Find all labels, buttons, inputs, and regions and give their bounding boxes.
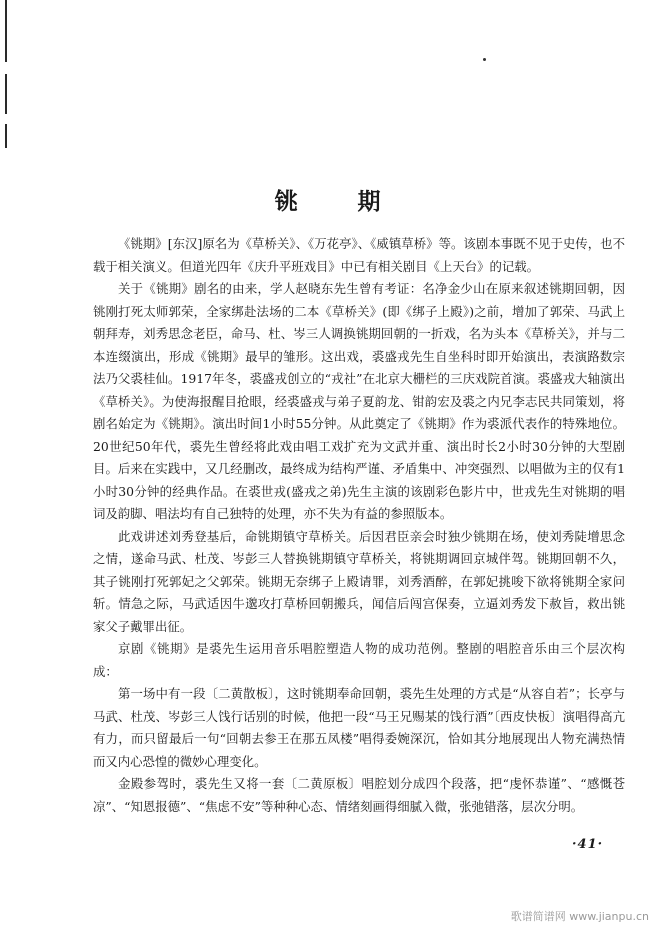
scan-edge-mark xyxy=(5,74,7,114)
paragraph: 京剧《铫期》是裘先生运用音乐唱腔塑造人物的成功范例。整剧的唱腔音乐由三个层次构成： xyxy=(93,641,625,679)
paragraph: 此戏讲述刘秀登基后，命铫期镇守草桥关。后因君臣亲会时独少铫期在场，使刘秀陡增思念之情，遂命马武、杜茂、岑彭三人替换铫期镇守草桥关，将铫期调回京城伴驾。铫期回朝不久，其子铫刚打死郭妃之父郭荣。铫期无奈绑子上殿请罪，刘秀酒醉，在郭妃挑唆下欲将铫期全家问斩。情急之际，马武适因牛邈攻打草桥回朝搬兵，闻信后闯宫保奏，立逼刘秀发下赦旨，救出铫家父子戴罪出征。 xyxy=(93,528,625,634)
paragraph: 金殿参驾时，裘先生又将一套〔二黄原板〕唱腔划分成四个段落，把“虔怀恭谨”、“感慨苍凉”、“知恩报德”、“焦虑不安”等种种心态、情绪刻画得细腻入微，张弛错落，层次分明。 xyxy=(93,776,625,814)
paragraph: 《铫期》[东汉]原名为《草桥关》、《万花亭》、《威镇草桥》等。该剧本事既不见于史传，也不载于相关演义。但道光四年《庆升平班戏目》中已有相关剧目《上天台》的记载。 xyxy=(93,236,625,274)
page-title: 铫 期 xyxy=(274,189,407,216)
page-number: ·41· xyxy=(572,837,604,852)
scan-edge-mark xyxy=(5,0,7,62)
paragraph: 第一场中有一段〔二黄散板〕，这时铫期奉命回朝，裘先生处理的方式是“从容自若”；长亭与马武、杜茂、岑彭三人饯行话别的时候，他把一段“马王兄赐某的饯行酒”〔西皮快板〕演唱得高亢有力，而只留最后一句“回朝去参王在那五凤楼”唱得委婉深沉，恰如其分地展现出人物充满热情而又内心恐惶的微妙心理变化。 xyxy=(93,686,625,769)
scan-speck xyxy=(483,58,486,61)
site-watermark: 歌谱简谱网 www.jianpu.cn xyxy=(510,910,649,923)
article-body xyxy=(93,233,625,818)
paragraph: 关于《铫期》剧名的由来，学人赵晓东先生曾有考证：名净金少山在原来叙述铫期回朝，因铫刚打死太师郭荣，全家绑赴法场的二本《草桥关》(即《绑子上殿》)之前，增加了郭荣、马武上朝拜寿，刘秀思念老臣，命马、杜、岑三人调换铫期回朝的一折戏，名为头本《草桥关》，并与二本连缀演出，形成《铫期》最早的雏形。这出戏，裘盛戎先生自坐科时即开始演出，表演路数宗法乃父裘桂仙。1917年冬，裘盛戎创立的“戎社”在北京大栅栏的三庆戏院首演。裘盛戎大轴演出《草桥关》。为使海报醒目抢眼，经裘盛戎与弟子夏韵龙、钳韵宏及裘之内兄李志民共同策划，将剧名始定为《铫期》。演出时间1小时55分钟。从此奠定了《铫期》作为裘派代表作的特殊地位。20世纪50年代，裘先生曾经将此戏由唱工戏扩充为文武并重、演出时长2小时30分钟的大型剧目。后来在实践中，又几经删改，最终成为结构严谨、矛盾集中、冲突强烈、以唱做为主的仅有1小时30分钟的经典作品。在裘世戎(盛戎之弟)先生主演的该剧彩色影片中，世戎先生对铫期的唱词及韵脚、唱法均有自己独特的处理，亦不失为有益的参照版本。 xyxy=(93,281,625,521)
scan-edge-mark xyxy=(5,124,7,148)
